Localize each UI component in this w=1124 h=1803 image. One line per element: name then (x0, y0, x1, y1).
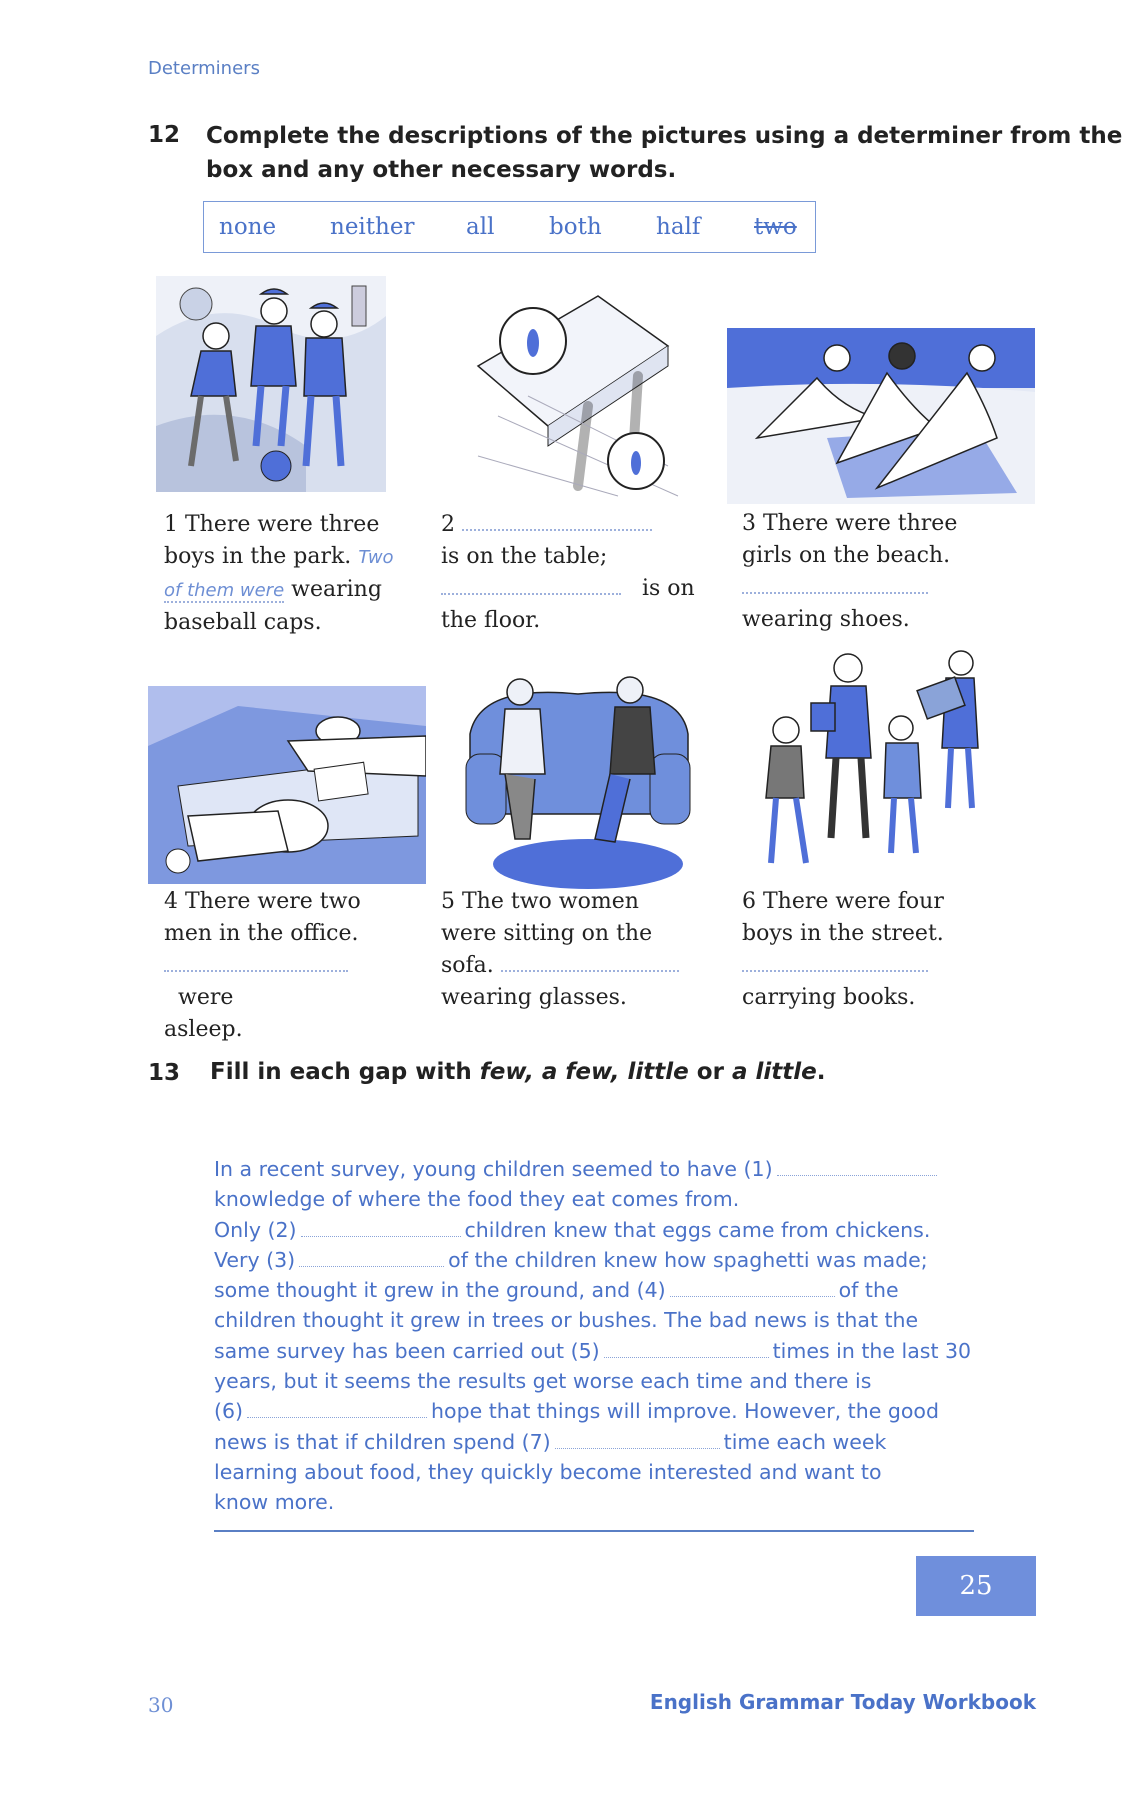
paragraph-text: same survey has been carried out (5) (214, 1338, 600, 1363)
answer-blank[interactable] (164, 952, 348, 972)
instruction-line-2: box and any other necessary words. (206, 157, 677, 183)
caption-line: wearing (291, 577, 382, 602)
caption-line: were (178, 985, 234, 1010)
paragraph-line (214, 1215, 994, 1245)
item-number: 5 (441, 889, 455, 914)
caption-line: asleep. (164, 1017, 243, 1042)
gap-blank-4[interactable] (670, 1282, 835, 1297)
word-two-crossed-out: two (754, 214, 797, 240)
divider-rule (214, 1530, 974, 1532)
paragraph-text: knowledge of where the food they eat comes from. (214, 1187, 740, 1212)
paragraph-line (214, 1487, 994, 1517)
caption-line: There were three (185, 512, 380, 537)
picture-apples (468, 286, 688, 506)
caption-line: is on (641, 576, 695, 601)
paragraph-line (214, 1336, 994, 1366)
handwritten-answer: of them were (164, 580, 285, 601)
paragraph-text: children thought it grew in trees or bushes. The bad news is that the (214, 1308, 919, 1333)
paragraph-text: of the children knew how spaghetti was made; (448, 1247, 928, 1272)
caption-line: There were four (763, 889, 944, 914)
paragraph-text: hope that things will improve. However, the good (431, 1399, 939, 1424)
caption-6 (742, 886, 1002, 1014)
caption-line: baseball caps. (164, 610, 322, 635)
paragraph-line (214, 1154, 994, 1184)
paragraph-line (214, 1457, 994, 1487)
unit-number-badge: 25 (916, 1556, 1036, 1616)
word-both: both (549, 214, 602, 240)
word-all: all (466, 214, 495, 240)
answer-blank[interactable] (501, 952, 679, 972)
paragraph-text: (6) (214, 1399, 244, 1424)
picture-girls-on-beach (727, 328, 1035, 504)
picture-men-asleep-in-office (148, 686, 426, 884)
paragraph-line (214, 1245, 994, 1275)
instruction-words: a little (731, 1059, 817, 1085)
caption-line: The two women (462, 889, 639, 914)
caption-3 (742, 508, 1002, 636)
word-none: none (219, 214, 277, 240)
paragraph-text: some thought it grew in the ground, and (4) (214, 1278, 666, 1303)
paragraph-line (214, 1427, 994, 1457)
word-half: half (656, 214, 701, 240)
paragraph-text: know more. (214, 1490, 335, 1515)
word-neither: neither (330, 214, 415, 240)
paragraph-text: years, but it seems the results get worse each time and there is (214, 1369, 872, 1394)
determiner-word-box (203, 201, 816, 253)
gap-blank-1[interactable] (777, 1161, 937, 1176)
caption-line: boys in the street. (742, 921, 944, 946)
gap-blank-3[interactable] (299, 1252, 444, 1267)
paragraph-line (214, 1396, 994, 1426)
item-number: 4 (164, 889, 178, 914)
caption-4 (164, 886, 414, 1046)
caption-line: the floor. (441, 608, 541, 633)
exercise-13-number: 13 (148, 1060, 181, 1086)
caption-line: wearing glasses. (441, 985, 627, 1010)
caption-line: boys in the park. (164, 544, 352, 569)
gap-blank-7[interactable] (555, 1434, 720, 1449)
caption-line: sofa. (441, 953, 494, 978)
item-number: 2 (441, 512, 455, 537)
caption-line: men in the office. (164, 921, 359, 946)
answer-blank[interactable] (441, 575, 621, 595)
paragraph-text: news is that if children spend (7) (214, 1429, 551, 1454)
picture-boys-in-park (156, 276, 386, 492)
instruction-text: or (688, 1059, 732, 1085)
caption-line: is on the table; (441, 544, 608, 569)
instruction-text: . (816, 1059, 826, 1085)
instruction-line-1: Complete the descriptions of the pictures using a determiner from the (206, 123, 1123, 149)
caption-1 (164, 509, 394, 639)
instruction-text: Fill in each gap with (210, 1059, 480, 1085)
paragraph-line (214, 1305, 994, 1335)
book-title: English Grammar Today Workbook (649, 1690, 1036, 1714)
section-label: Determiners (148, 58, 260, 79)
item-number: 3 (742, 511, 756, 536)
paragraph-text: times in the last 30 (772, 1338, 972, 1363)
gap-blank-6[interactable] (247, 1403, 427, 1418)
caption-5 (441, 886, 701, 1014)
paragraph-text: Only (2) (214, 1217, 297, 1242)
caption-line: were sitting on the (441, 921, 653, 946)
caption-line: There were three (763, 511, 958, 536)
answer-blank[interactable] (742, 574, 928, 594)
picture-boys-carrying-books (756, 648, 992, 876)
caption-line: wearing shoes. (742, 607, 910, 632)
paragraph-text: time each week (723, 1429, 887, 1454)
paragraph-line (214, 1366, 994, 1396)
answer-blank[interactable] (742, 952, 928, 972)
paragraph-text: children knew that eggs came from chickens. (464, 1217, 931, 1242)
page-number: 30 (148, 1693, 174, 1717)
caption-line: carrying books. (742, 985, 916, 1010)
exercise-12-number: 12 (148, 122, 181, 148)
paragraph-text: In a recent survey, young children seemed to have (1) (214, 1157, 773, 1181)
gap-fill-paragraph (214, 1154, 994, 1518)
gap-blank-2[interactable] (301, 1222, 461, 1237)
paragraph-text: Very (3) (214, 1247, 296, 1272)
paragraph-line (214, 1184, 994, 1214)
answer-blank[interactable] (462, 511, 652, 531)
instruction-words: few, a few, little (479, 1059, 689, 1085)
exercise-13-instruction (210, 1055, 825, 1089)
caption-line: There were two (185, 889, 361, 914)
item-number: 6 (742, 889, 756, 914)
gap-blank-5[interactable] (604, 1343, 769, 1358)
exercise-12-instruction (206, 119, 1122, 187)
paragraph-text: learning about food, they quickly become interested and want to (214, 1459, 882, 1484)
item-number: 1 (164, 512, 178, 537)
caption-line: girls on the beach. (742, 543, 951, 568)
caption-2 (441, 509, 701, 637)
paragraph-line (214, 1275, 994, 1305)
handwritten-answer: Two (358, 547, 394, 568)
picture-women-on-sofa (460, 664, 696, 896)
paragraph-text: of the (838, 1278, 899, 1303)
